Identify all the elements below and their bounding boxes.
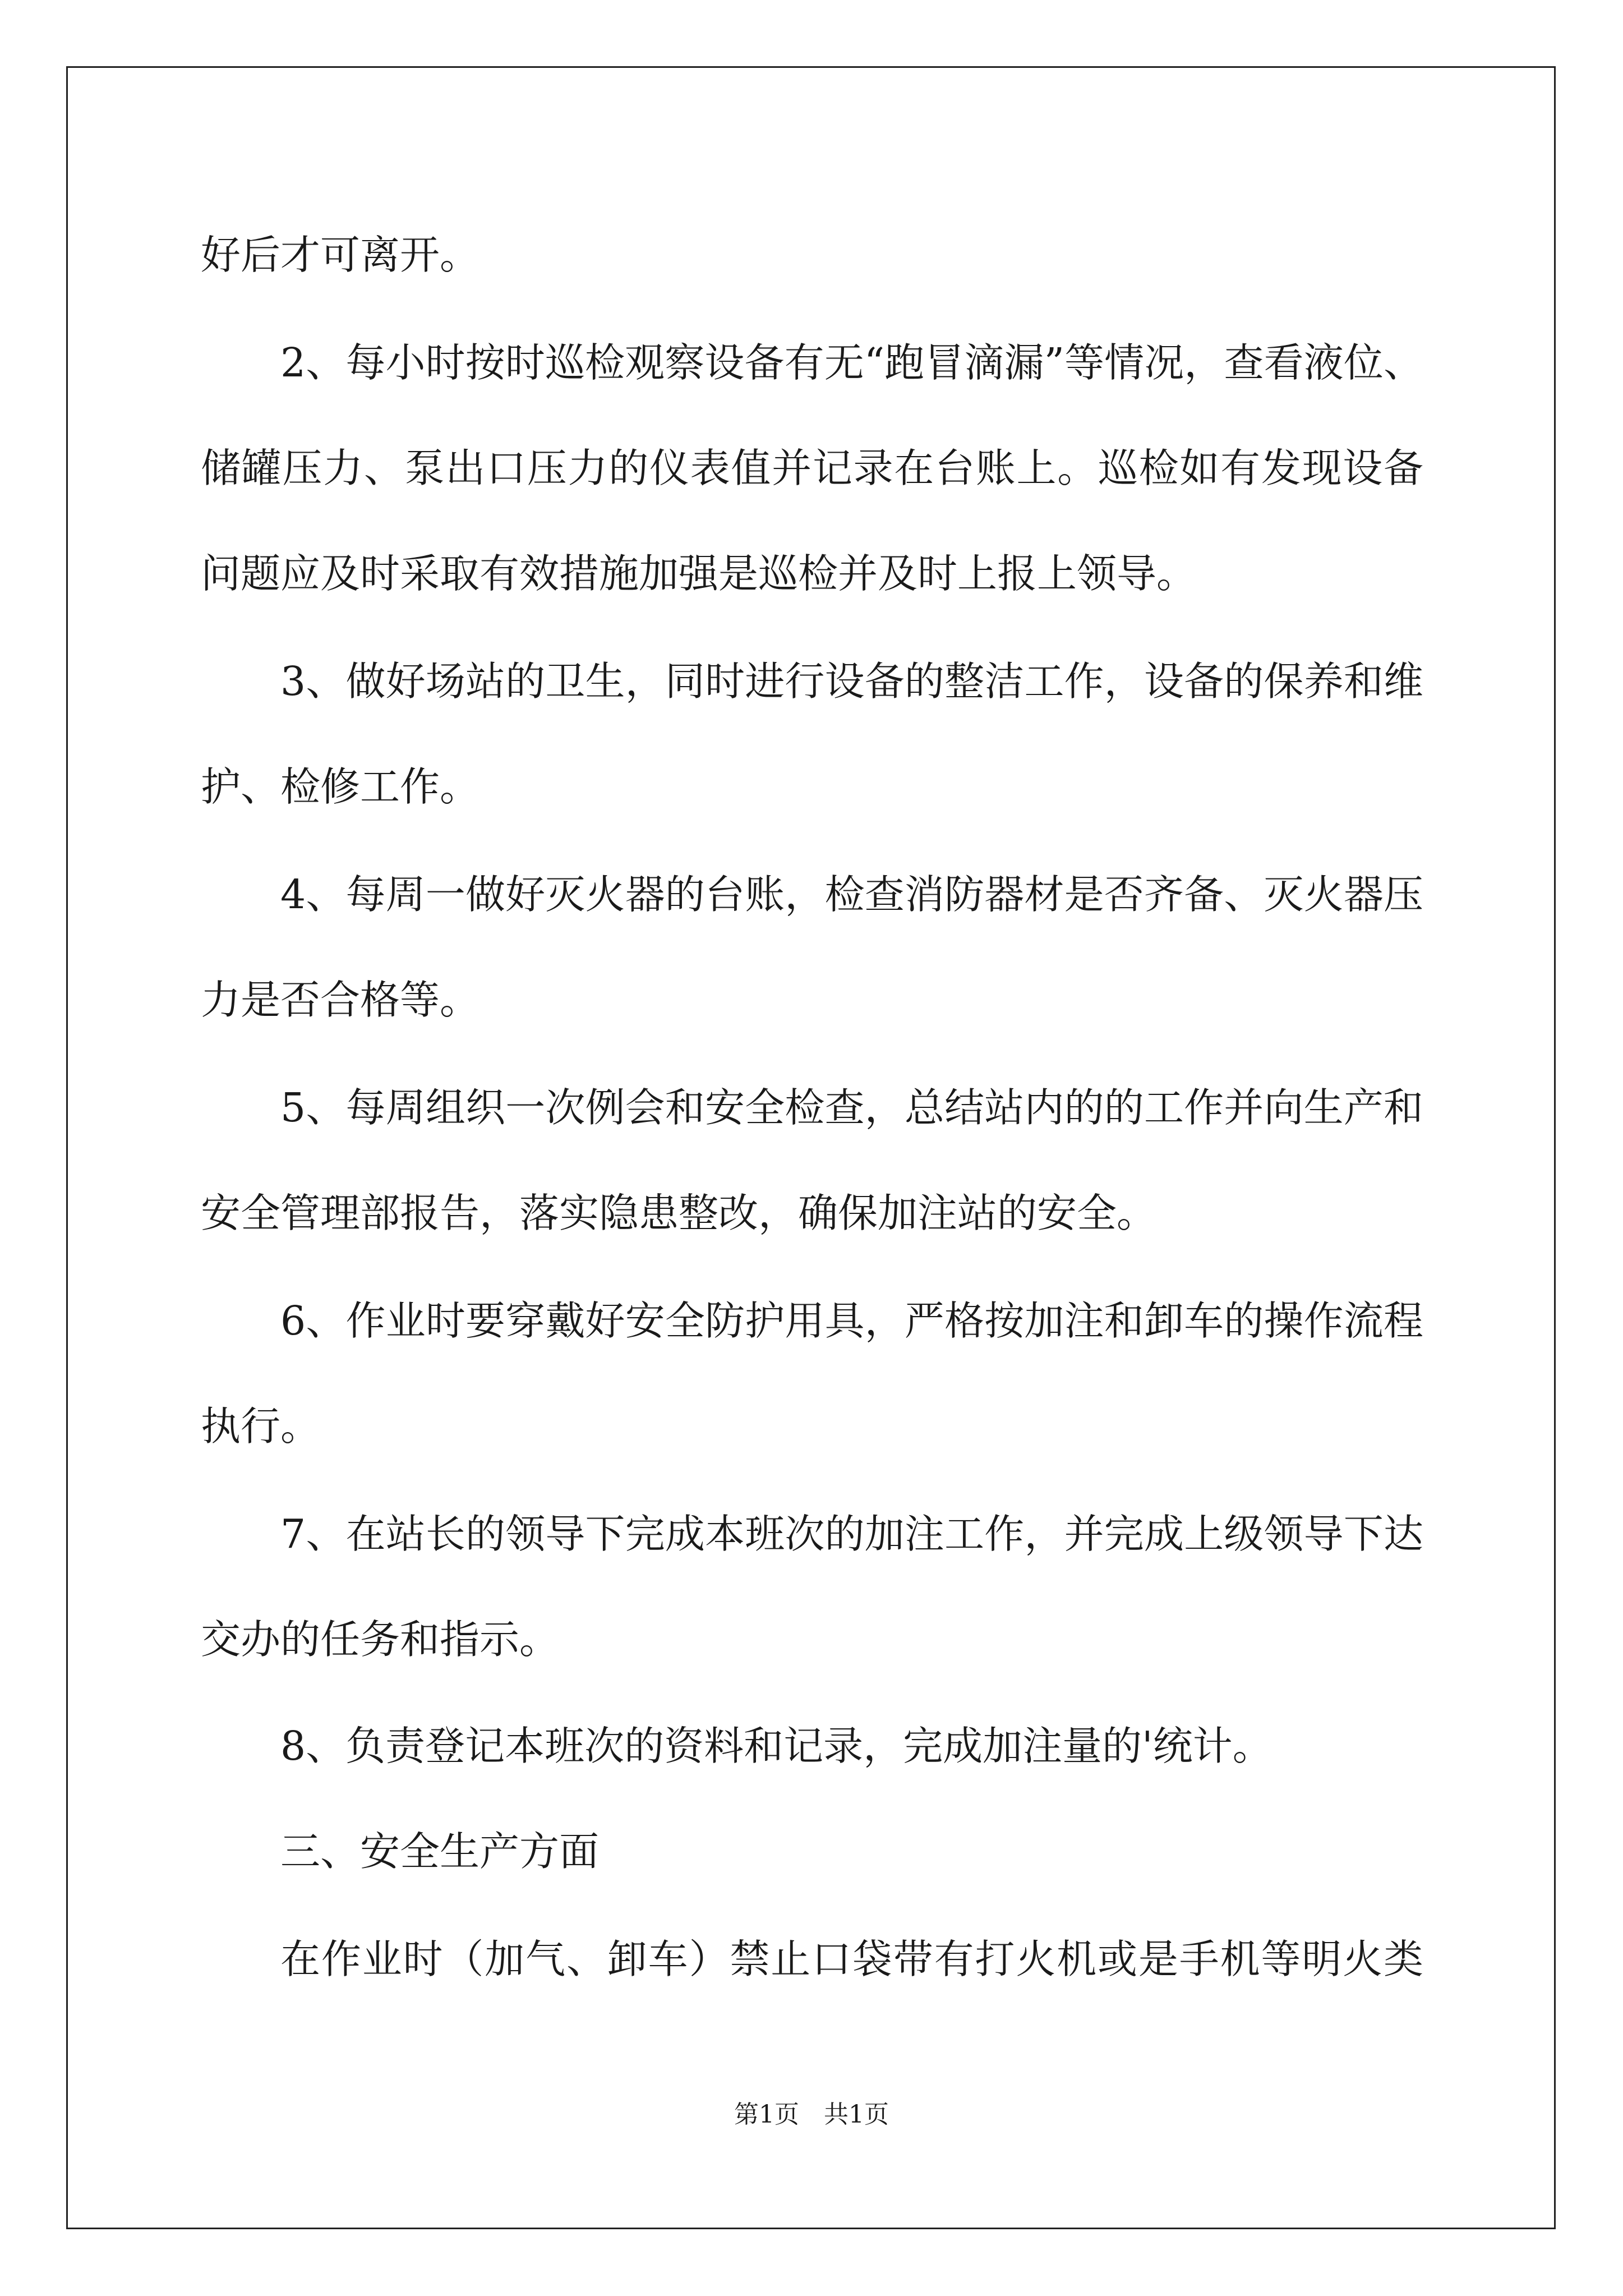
paragraph-3-line-2: 护、检修工作。 — [201, 763, 480, 810]
paragraph-4-line-1: 4、每周一做好灭火器的台账，检查消防器材是否齐备、灭火器压 — [280, 871, 1423, 918]
paragraph-3-line-1: 3、做好场站的卫生，同时进行设备的整洁工作，设备的保养和维 — [280, 658, 1423, 705]
paragraph-5-line-1: 5、每周组织一次例会和安全检查，总结站内的的工作并向生产和 — [280, 1084, 1423, 1131]
paragraph-9-line-1: 在作业时（加气、卸车）禁止口袋带有打火机或是手机等明火类 — [280, 1936, 1423, 1982]
paragraph-5-line-2: 安全管理部报告，落实隐患整改，确保加注站的安全。 — [201, 1190, 1157, 1236]
section-heading: 三、安全生产方面 — [280, 1828, 600, 1875]
paragraph-6-line-2: 执行。 — [201, 1403, 321, 1450]
paragraph-7-line-2: 交办的任务和指示。 — [201, 1616, 560, 1663]
paragraph-7-line-1: 7、在站长的领导下完成本班次的加注工作，并完成上级领导下达 — [280, 1511, 1423, 1557]
page-number-footer: 第1页 共1页 — [734, 2100, 889, 2129]
paragraph-6-line-1: 6、作业时要穿戴好安全防护用具，严格按加注和卸车的操作流程 — [280, 1297, 1423, 1344]
paragraph-8-line-1: 8、负责登记本班次的资料和记录，完成加注量的'统计。 — [280, 1723, 1272, 1769]
text-line: 好后才可离开。 — [201, 232, 480, 278]
paragraph-2-line-3: 问题应及时采取有效措施加强是巡检并及时上报上领导。 — [201, 550, 1197, 597]
paragraph-2-line-2: 储罐压力、泵出口压力的仪表值并记录在台账上。巡检如有发现设备 — [201, 445, 1423, 491]
paragraph-2-line-1: 2、每小时按时巡检观察设备有无“跑冒滴漏”等情况，查看液位、 — [280, 339, 1423, 386]
paragraph-4-line-2: 力是否合格等。 — [201, 977, 480, 1023]
